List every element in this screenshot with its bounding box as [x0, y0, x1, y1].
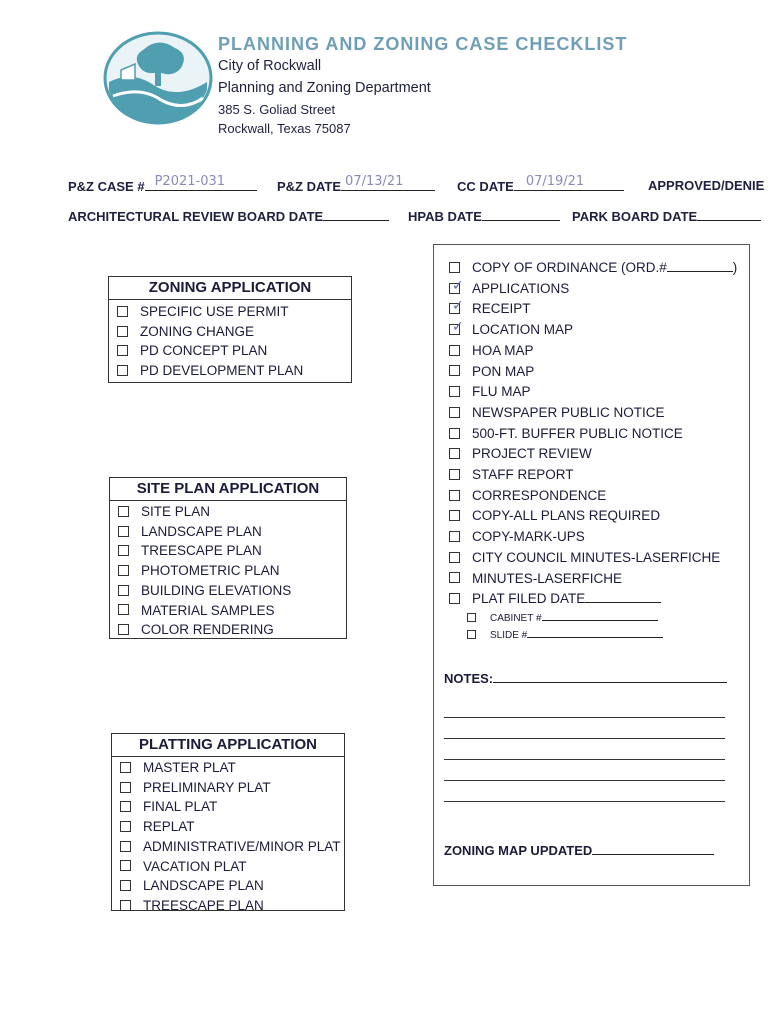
checklist-item[interactable]: BUILDING ELEVATIONS	[118, 581, 346, 601]
checklist-item-receipt[interactable]: ✓ RECEIPT	[449, 299, 737, 320]
checkbox[interactable]	[118, 506, 129, 517]
checklist-item[interactable]: HOA MAP	[449, 341, 737, 362]
zoning-map-updated-line	[592, 842, 714, 855]
checklist-item-location-map[interactable]: ✓ LOCATION MAP	[449, 320, 737, 341]
checkbox[interactable]	[117, 365, 128, 376]
checkbox[interactable]	[120, 880, 131, 891]
checklist-item[interactable]: PON MAP	[449, 362, 737, 383]
checkbox[interactable]	[120, 782, 131, 793]
checklist-item[interactable]: STAFF REPORT	[449, 465, 737, 486]
checklist-item[interactable]: COPY-MARK-UPS	[449, 527, 737, 548]
checklist-item[interactable]: REPLAT	[120, 817, 344, 837]
zoning-map-updated-label: ZONING MAP UPDATED	[444, 843, 593, 858]
checklist-item[interactable]: LANDSCAPE PLAN	[118, 522, 346, 542]
pz-case-label: P&Z CASE #	[68, 179, 145, 194]
checklist-item[interactable]: FLU MAP	[449, 382, 737, 403]
checklist-item-plat-filed-date[interactable]: PLAT FILED DATE	[449, 589, 737, 610]
checklist-item[interactable]: MATERIAL SAMPLES	[118, 601, 346, 621]
checkbox[interactable]	[449, 386, 460, 397]
street-address: 385 S. Goliad Street	[218, 102, 336, 117]
checkbox[interactable]	[120, 801, 131, 812]
pz-date-line	[341, 174, 435, 191]
checkbox[interactable]	[120, 860, 131, 871]
checklist-item[interactable]: TREESCAPE PLAN	[120, 896, 344, 916]
cabinet-field[interactable]: CABINET #	[467, 610, 737, 627]
checkbox[interactable]	[120, 821, 131, 832]
check-mark-icon: ✓	[452, 319, 464, 336]
checklist-item-applications[interactable]: ✓ APPLICATIONS	[449, 279, 737, 300]
plat-filed-date-line	[585, 590, 661, 603]
checkbox[interactable]	[449, 593, 460, 604]
checkbox-checked[interactable]	[449, 298, 464, 315]
notes-label: NOTES:	[444, 671, 494, 686]
city-state-zip: Rockwall, Texas 75087	[218, 121, 351, 136]
checkbox[interactable]	[467, 630, 476, 639]
checkbox[interactable]	[118, 604, 129, 615]
park-board-date-line	[697, 208, 761, 221]
checklist-item[interactable]: CITY COUNCIL MINUTES-LASERFICHE	[449, 548, 737, 569]
checkbox[interactable]	[449, 552, 460, 563]
zoning-application-box	[108, 276, 352, 383]
cc-date-field[interactable]	[457, 174, 624, 194]
checkbox[interactable]	[449, 262, 460, 273]
cabinet-line	[542, 611, 658, 621]
notes-line	[444, 758, 725, 760]
check-mark-icon: ✓	[452, 298, 464, 315]
hpab-date-label: HPAB DATE	[408, 209, 482, 224]
arb-date-label: ARCHITECTURAL REVIEW BOARD DATE	[68, 209, 324, 224]
checkbox[interactable]	[120, 762, 131, 773]
checkbox[interactable]	[449, 448, 460, 459]
checklist-item[interactable]: VACATION PLAT	[120, 857, 344, 877]
checkbox[interactable]	[118, 565, 129, 576]
checklist-item[interactable]: NEWSPAPER PUBLIC NOTICE	[449, 403, 737, 424]
check-mark-icon: ✓	[452, 277, 464, 294]
department-name: Planning and Zoning Department	[218, 80, 431, 96]
platting-application-box	[111, 733, 345, 911]
notes-line	[444, 779, 725, 781]
checkbox[interactable]	[449, 407, 460, 418]
notes-field[interactable]	[444, 670, 727, 686]
checkbox[interactable]	[118, 624, 129, 635]
approved-denied-field[interactable]	[648, 178, 764, 193]
checkbox[interactable]	[449, 490, 460, 501]
checklist-item[interactable]: SITE PLAN	[118, 502, 346, 522]
notes-line	[444, 716, 725, 718]
hpab-date-line	[482, 208, 560, 221]
park-board-date-label: PARK BOARD DATE	[572, 209, 698, 224]
checkbox[interactable]	[449, 345, 460, 356]
checklist-item[interactable]: MINUTES-LASERFICHE	[449, 569, 737, 590]
checklist-item[interactable]: PRELIMINARY PLAT	[120, 778, 344, 798]
checkbox[interactable]	[449, 531, 460, 542]
slide-field[interactable]: SLIDE #	[467, 627, 737, 644]
checkbox[interactable]	[117, 306, 128, 317]
checklist-item[interactable]: 500-FT. BUFFER PUBLIC NOTICE	[449, 424, 737, 445]
checkbox[interactable]	[118, 585, 129, 596]
checklist-item[interactable]: TREESCAPE PLAN	[118, 541, 346, 561]
checkbox[interactable]	[449, 428, 460, 439]
checkbox[interactable]	[117, 345, 128, 356]
checklist-item-ordinance[interactable]: COPY OF ORDINANCE (ORD.# )	[449, 258, 737, 279]
checklist-item[interactable]: ZONING CHANGE	[117, 322, 351, 342]
notes-line	[444, 737, 725, 739]
pz-case-line	[145, 174, 257, 191]
arb-date-line	[323, 208, 389, 221]
checkbox[interactable]	[120, 841, 131, 852]
pz-date-label: P&Z DATE	[277, 179, 342, 194]
checklist-item[interactable]: SPECIFIC USE PERMIT	[117, 302, 351, 322]
cc-date-label: CC DATE	[457, 179, 514, 194]
pz-date-field[interactable]	[277, 174, 435, 194]
park-board-date-field[interactable]	[572, 208, 761, 224]
checkbox[interactable]	[118, 545, 129, 556]
arb-date-field[interactable]	[68, 208, 389, 224]
checklist-item[interactable]: CORRESPONDENCE	[449, 486, 737, 507]
approved-denied-label: APPROVED/DENIE	[648, 178, 765, 193]
checklist-item[interactable]: MASTER PLAT	[120, 758, 344, 778]
notes-line	[444, 800, 725, 802]
pz-date-value: 07/13/21	[345, 174, 404, 189]
zoning-map-updated-field[interactable]	[444, 842, 714, 858]
checklist-item[interactable]: ADMINISTRATIVE/MINOR PLAT	[120, 837, 344, 857]
cc-date-line	[514, 174, 624, 191]
pz-case-value: P2021-031	[154, 174, 226, 189]
slide-line	[527, 628, 663, 638]
checkbox[interactable]	[449, 572, 460, 583]
ordinance-number-line	[667, 259, 733, 272]
checklist-item[interactable]: FINAL PLAT	[120, 797, 344, 817]
checkbox[interactable]	[467, 613, 476, 622]
site-plan-application-title: SITE PLAN APPLICATION	[110, 478, 346, 501]
hpab-date-field[interactable]	[408, 208, 560, 224]
checkbox[interactable]	[118, 526, 129, 537]
cc-date-value: 07/19/21	[525, 174, 585, 189]
platting-application-title: PLATTING APPLICATION	[112, 734, 344, 757]
checklist-item[interactable]: PHOTOMETRIC PLAN	[118, 561, 346, 581]
checklist-item[interactable]: COPY-ALL PLANS REQUIRED	[449, 506, 737, 527]
case-checklist-box	[433, 244, 750, 886]
page-title: PLANNING AND ZONING CASE CHECKLIST	[218, 34, 628, 54]
checkbox[interactable]	[117, 326, 128, 337]
checkbox[interactable]	[449, 469, 460, 480]
checkbox[interactable]	[449, 510, 460, 521]
checkbox-checked[interactable]	[449, 277, 464, 294]
city-name: City of Rockwall	[218, 58, 322, 74]
checklist-item[interactable]: PD CONCEPT PLAN	[117, 341, 351, 361]
checklist-item[interactable]: PROJECT REVIEW	[449, 444, 737, 465]
pz-case-field[interactable]	[68, 174, 257, 194]
checklist-item[interactable]: COLOR RENDERING	[118, 620, 346, 640]
checkbox-checked[interactable]	[449, 319, 464, 336]
zoning-application-title: ZONING APPLICATION	[109, 277, 351, 300]
city-logo	[103, 30, 213, 126]
checkbox[interactable]	[449, 365, 460, 376]
site-plan-application-box	[109, 477, 347, 639]
checkbox[interactable]	[120, 900, 131, 911]
checklist-item[interactable]: LANDSCAPE PLAN	[120, 876, 344, 896]
notes-line	[493, 670, 727, 683]
checklist-item[interactable]: PD DEVELOPMENT PLAN	[117, 361, 351, 381]
